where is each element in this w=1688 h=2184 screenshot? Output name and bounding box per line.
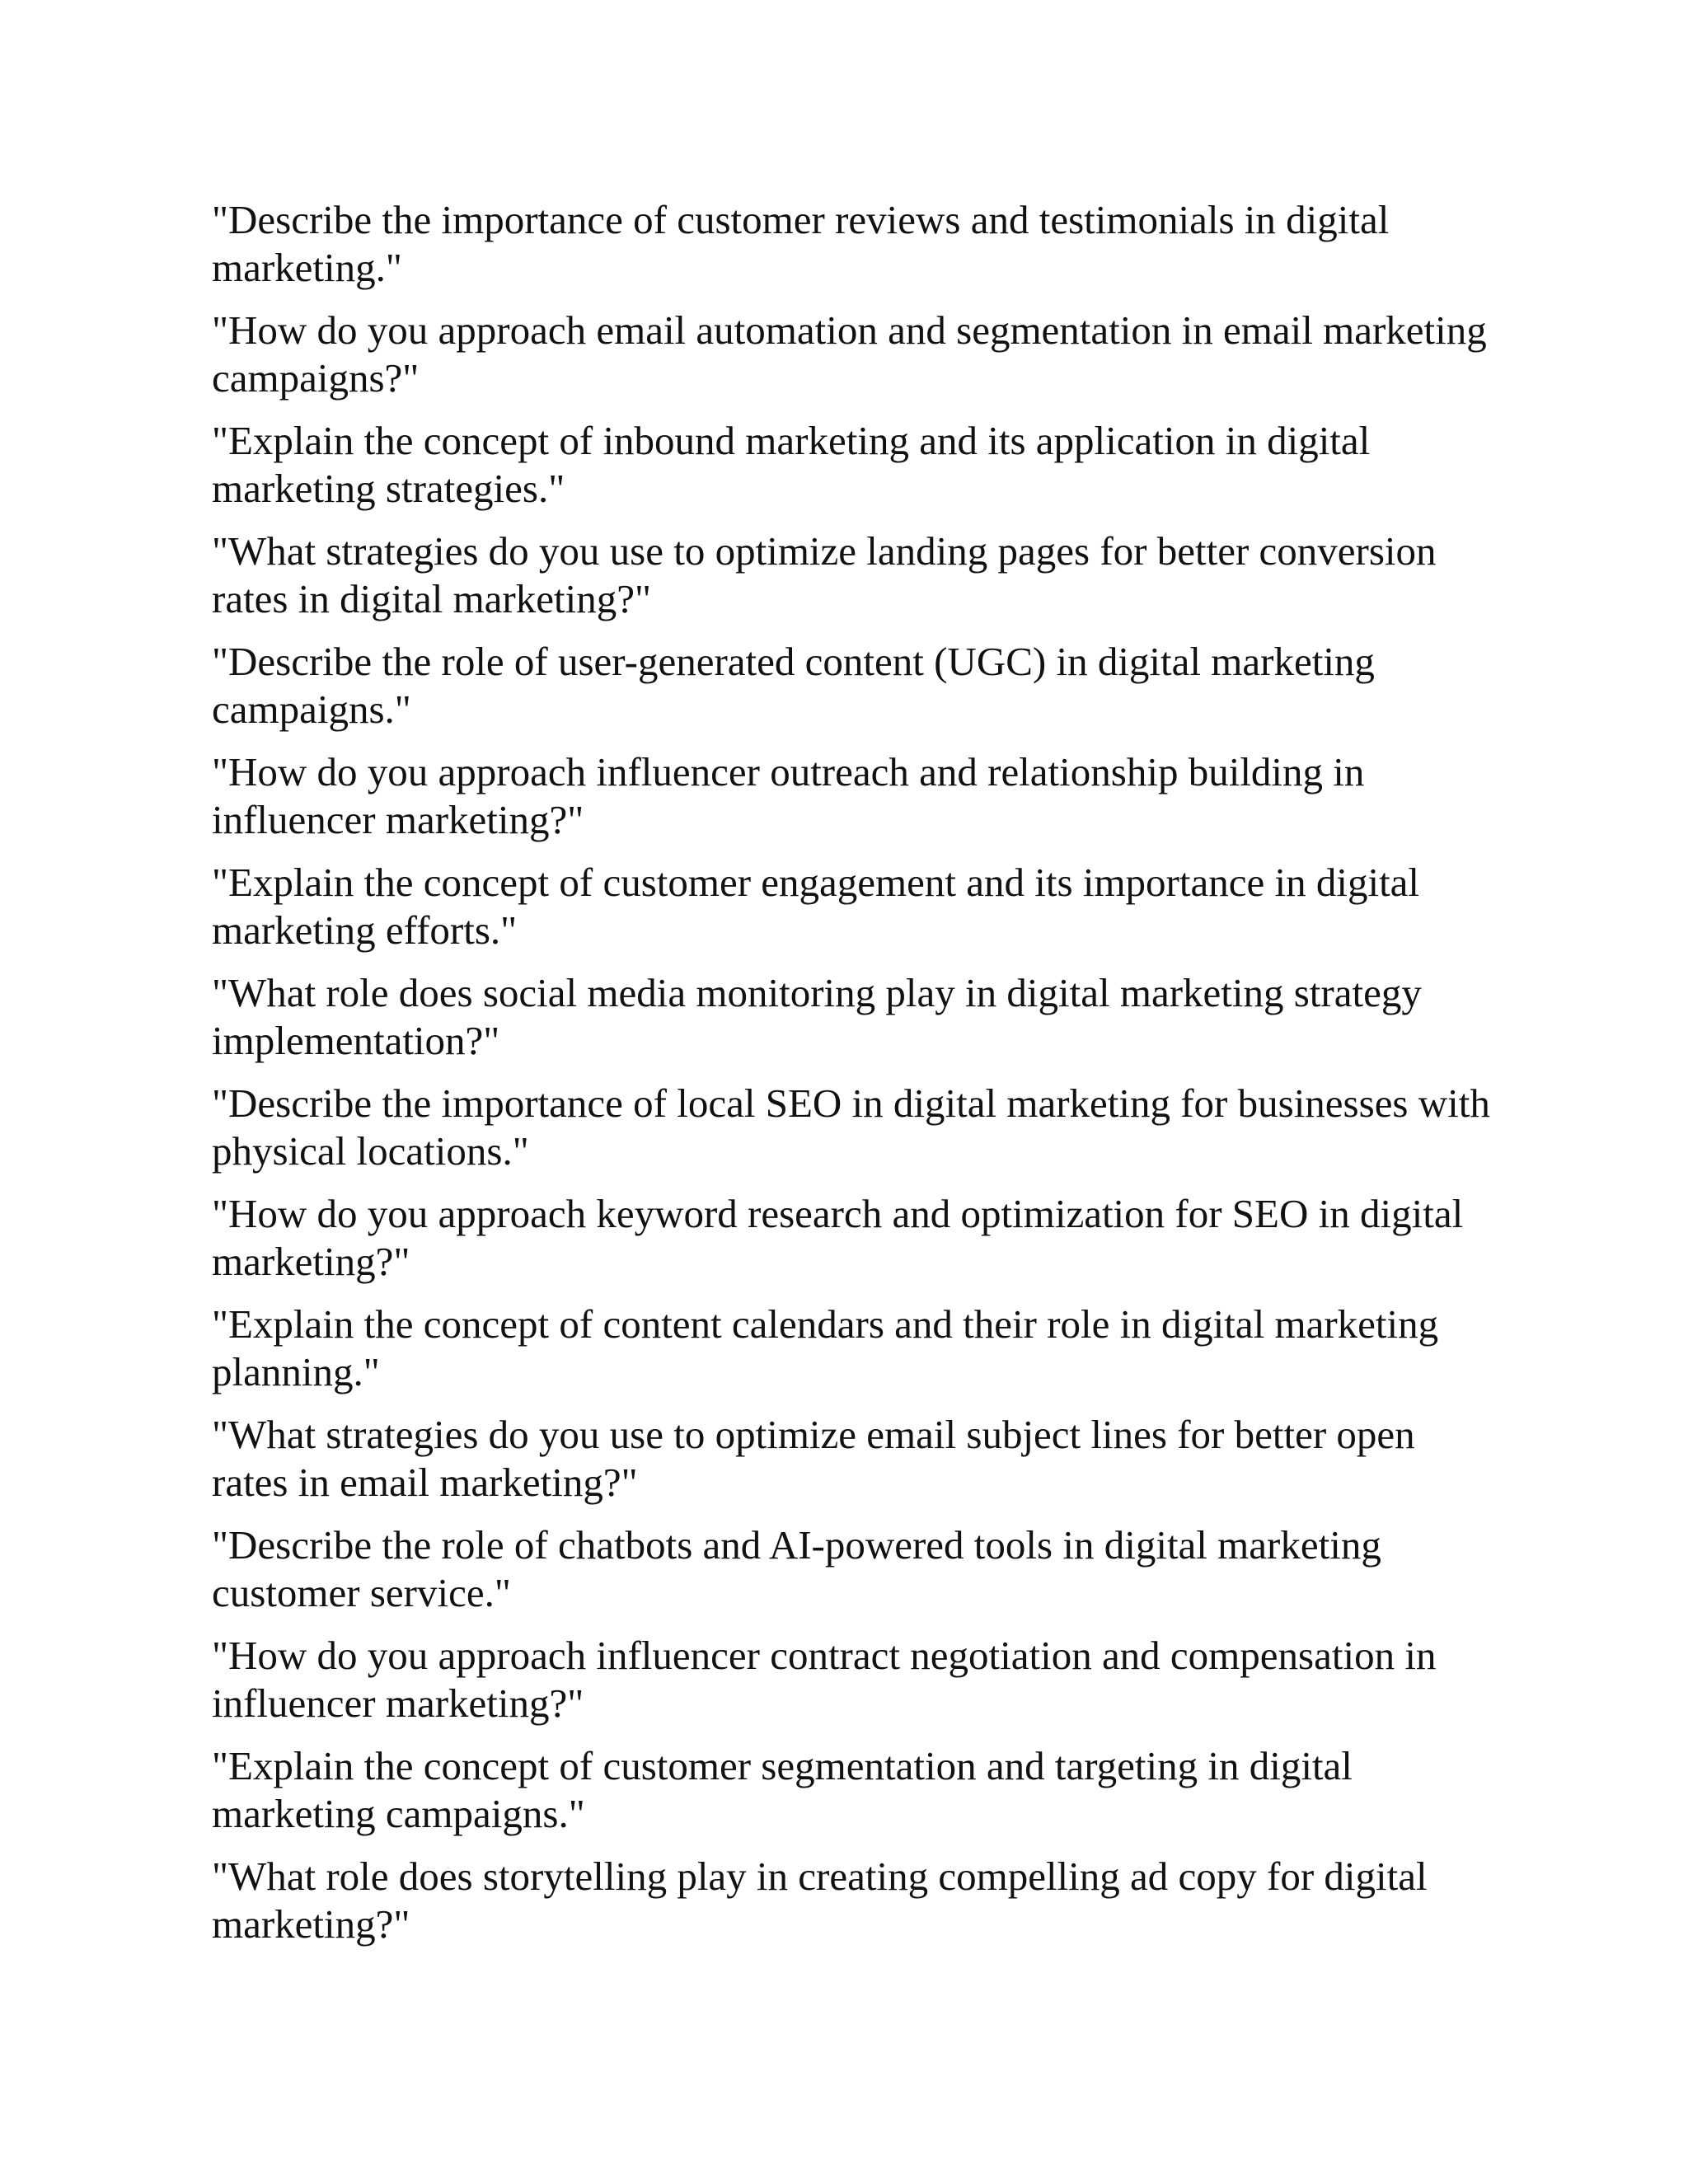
question-item: "Describe the role of user-generated content (UGC) in digital marketing campaigns."	[212, 639, 1375, 732]
question-item: "Describe the importance of customer reviews and testimonials in digital marketing."	[212, 197, 1390, 290]
question-item: "Explain the concept of content calendars and their role in digital marketing planning."	[212, 1301, 1439, 1394]
question-list	[212, 196, 1498, 1963]
question-item: "What strategies do you use to optimize landing pages for better conversion rates in digital marketing?"	[212, 528, 1437, 621]
question-item: "How do you approach email automation and segmentation in email marketing campaigns?"	[212, 307, 1487, 401]
question-item: "What role does storytelling play in creating compelling ad copy for digital marketing?"	[212, 1854, 1428, 1947]
question-item: "Describe the role of chatbots and AI-powered tools in digital marketing customer service."	[212, 1522, 1381, 1615]
question-item: "What role does social media monitoring play in digital marketing strategy implementation?"	[212, 970, 1422, 1063]
question-item: "Explain the concept of customer segmentation and targeting in digital marketing campaigns."	[212, 1743, 1353, 1836]
question-item: "Explain the concept of inbound marketing and its application in digital marketing strategies."	[212, 418, 1371, 511]
question-item: "How do you approach keyword research and optimization for SEO in digital marketing?"	[212, 1191, 1464, 1284]
question-item: "What strategies do you use to optimize email subject lines for better open rates in email marketing?"	[212, 1412, 1415, 1505]
question-item: "Explain the concept of customer engagement and its importance in digital marketing efforts."	[212, 860, 1420, 953]
question-item: "How do you approach influencer contract negotiation and compensation in influencer marketing?"	[212, 1633, 1437, 1726]
question-item: "How do you approach influencer outreach and relationship building in influencer marketing?"	[212, 749, 1365, 842]
question-item: "Describe the importance of local SEO in digital marketing for businesses with physical locations."	[212, 1080, 1490, 1174]
